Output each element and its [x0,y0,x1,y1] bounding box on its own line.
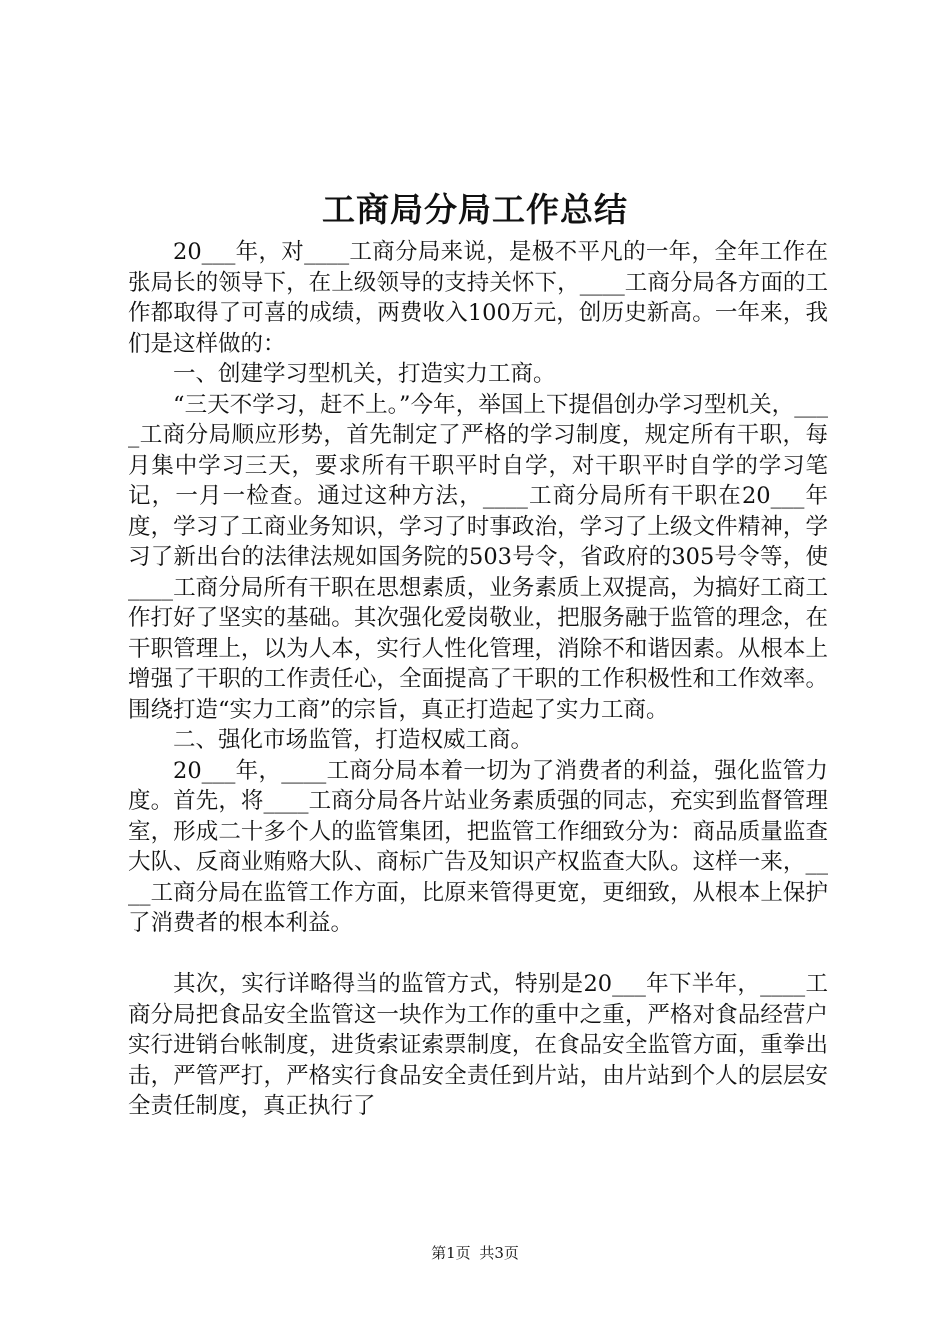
section-heading-1: 一、创建学习型机关，打造实力工商。 [173,361,556,387]
paragraph-intro: 20___年，对____工商分局来说，是极不平凡的一年，全年工作在张局长的领导下，在上级领导的支持关怀下，____工商分局各方面的工作都取得了可喜的成绩，两费收入100万元，创历史新高。一年来，我们是这样做的： [128,239,828,357]
document-body [128,237,828,1122]
paragraph-section-2-continued: 其次，实行详略得当的监管方式，特别是20___年下半年，____工商分局把食品安全监管这一块作为工作的重中之重，严格对食品经营户实行进销台帐制度，进货索证索票制度，在食品安全监管方面，重拳出击，严管严打，严格实行食品安全责任到片站，由片站到个人的层层安全责任制度，真正执行了 [128,971,828,1119]
section-heading-2: 二、强化市场监管，打造权威工商。 [173,727,534,753]
paragraph-section-1: “三天不学习，赶不上。”今年，举国上下提倡创办学习型机关，____工商分局顺应形势，首先制定了严格的学习制度，规定所有干职，每月集中学习三天，要求所有干职平时自学，对干职平时自学的学习笔记，一月一检查。通过这种方法，____工商分局所有干职在20___年度，学习了工商业务知识，学习了时事政治，学习了上级文件精神，学习了新出台的法律法规如国务院的503号令，省政府的305号令等，使____工商分局所有干职在思想素质，业务素质上双提高，为搞好工商工作打好了坚实的基础。其次强化爱岗敬业，把服务融于监管的理念，在干职管理上，以为人本，实行人性化管理，消除不和谐因素。从根本上增强了干职的工作责任心，全面提高了干职的工作积极性和工作效率。围绕打造“实力工商”的宗旨，真正打造起了实力工商。 [128,391,828,723]
document-title: 工商局分局工作总结 [322,190,628,229]
page-number-footer: 第1页 共3页 [431,1244,519,1262]
paragraph-section-2: 20___年，____工商分局本着一切为了消费者的利益，强化监管力度。首先，将____工商分局各片站业务素质强的同志，充实到监督管理室，形成二十多个人的监管集团，把监管工作细致分为：商品质量监查大队、反商业贿赂大队、商标广告及知识产权监查大队。这样一来，____工商分局在监管工作方面，比原来管得更宽，更细致，从根本上保护了消费者的根本利益。 [128,757,828,936]
